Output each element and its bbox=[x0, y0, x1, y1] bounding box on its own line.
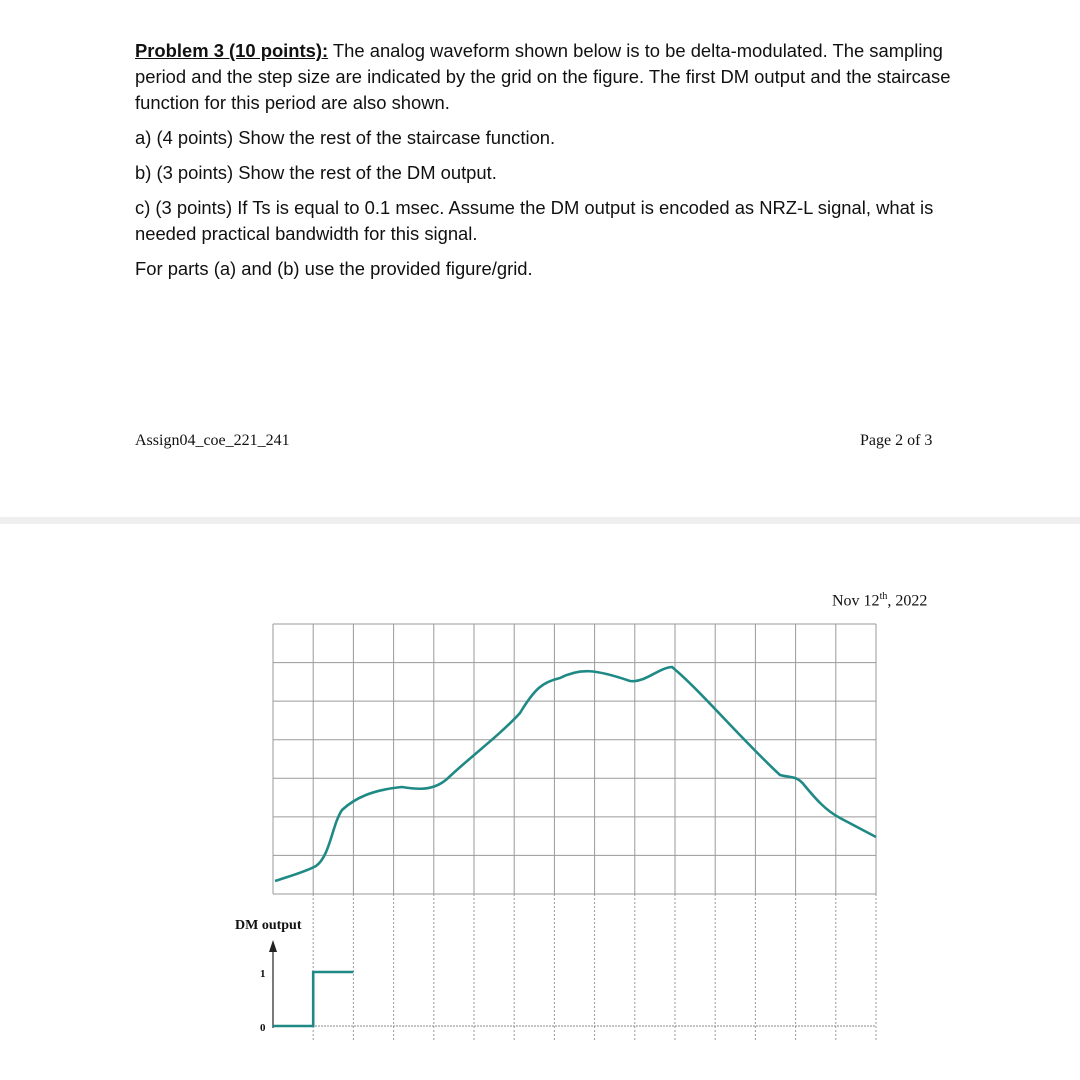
parts-note: For parts (a) and (b) use the provided figure/grid. bbox=[135, 258, 533, 279]
dm-output-grid bbox=[273, 894, 876, 1040]
dm-axis-arrow bbox=[269, 940, 277, 952]
footer-page-number: Page 2 of 3 bbox=[860, 432, 933, 449]
problem-intro-text: The analog waveform shown below is to be delta-modulated. The sampling period and the step size are indicated by the grid on the figure. The first DM output and the staircase function for this period are also shown. bbox=[135, 40, 951, 113]
waveform-grid bbox=[273, 624, 876, 894]
date-suffix: th bbox=[879, 591, 888, 602]
part-b: b) (3 points) Show the rest of the DM output. bbox=[135, 162, 497, 183]
part-a: a) (4 points) Show the rest of the staircase function. bbox=[135, 127, 556, 148]
part-c: c) (3 points) If Ts is equal to 0.1 msec. Assume the DM output is encoded as NRZ-L signal, what is needed practical bandwidth for this signal. bbox=[135, 197, 934, 244]
date-year: , 2022 bbox=[887, 592, 928, 610]
date-day: Nov 12 bbox=[832, 592, 880, 610]
analog-waveform bbox=[275, 667, 876, 881]
dm-output-signal bbox=[273, 972, 353, 1026]
problem-heading: Problem 3 (10 points): bbox=[135, 40, 329, 61]
dm-axis bbox=[235, 918, 302, 1034]
dm-axis-label: DM output bbox=[235, 918, 302, 933]
dm-level-one: 1 bbox=[260, 968, 266, 980]
footer-course-code: Assign04_coe_221_241 bbox=[135, 432, 290, 449]
dm-level-zero: 0 bbox=[260, 1022, 266, 1034]
